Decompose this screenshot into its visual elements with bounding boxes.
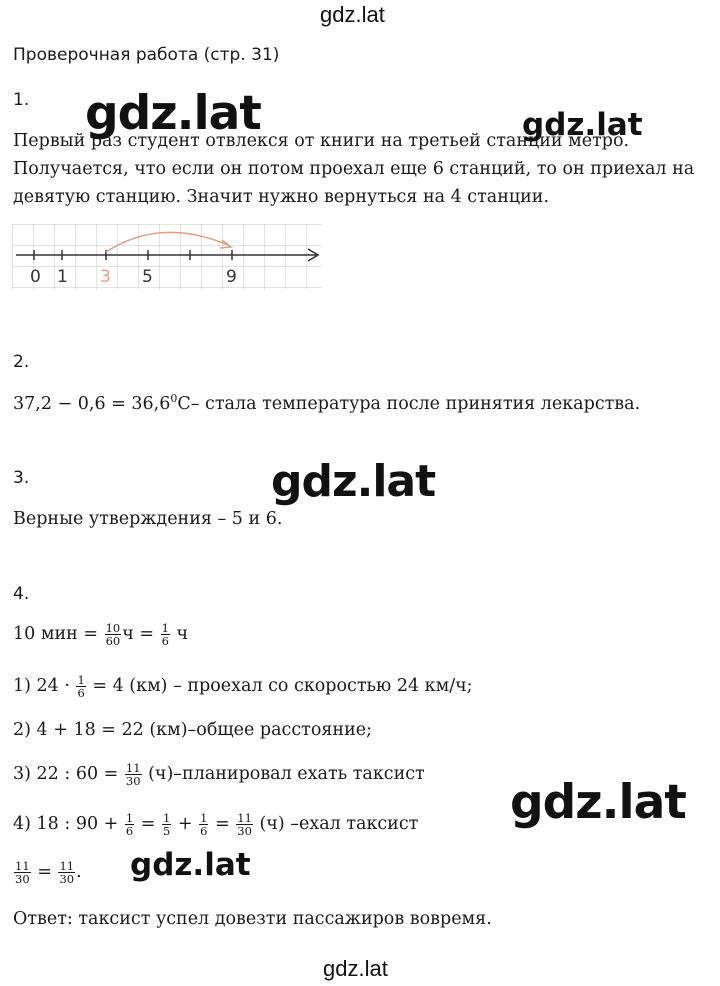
task4-line-5 bbox=[13, 858, 82, 886]
text-segment: 10 мин = bbox=[13, 624, 104, 644]
page-title: Проверочная работа (стр. 31) bbox=[13, 45, 280, 65]
text-segment: 3) 22 : 60 = bbox=[13, 764, 124, 784]
watermark: gdz.lat bbox=[522, 107, 643, 143]
watermark: gdz.lat bbox=[85, 86, 261, 141]
label-9: 9 bbox=[226, 267, 237, 287]
answer-text: Ответ: таксист успел довезти пассажиров вовремя. bbox=[13, 909, 492, 929]
fraction: $\frac{1}{6}$ bbox=[161, 621, 169, 648]
fraction: $\frac{1}{6}$ bbox=[77, 673, 85, 700]
site-footer[interactable]: gdz.lat bbox=[323, 956, 388, 981]
task3-number: 3. bbox=[13, 468, 30, 488]
degree-mark: 0 bbox=[170, 392, 178, 405]
text-segment: (ч)–планировал ехать таксист bbox=[142, 764, 425, 784]
task4-number: 4. bbox=[13, 584, 30, 604]
task1-line-1: Первый раз студент отвлекся от книги на третьей станции метро. bbox=[13, 131, 630, 151]
text-segment: + bbox=[172, 814, 199, 834]
fraction: $\frac{1}{6}$ bbox=[200, 811, 208, 838]
fraction: $\frac{1}{6}$ bbox=[125, 811, 134, 838]
text-segment: . bbox=[76, 862, 82, 882]
fraction: $\frac{11}{30}$ bbox=[59, 859, 75, 886]
fraction: $\frac{10}{60}$ bbox=[105, 621, 121, 648]
label-5: 5 bbox=[142, 267, 153, 287]
task4-line-0 bbox=[13, 620, 188, 648]
text-segment: (ч) –ехал таксист bbox=[253, 814, 419, 834]
fraction: $\frac{11}{30}$ bbox=[125, 761, 141, 788]
task1-line-3: девятую станцию. Значит нужно вернуться на 4 станции. bbox=[13, 187, 550, 207]
watermark: gdz.lat bbox=[510, 775, 686, 830]
watermark: gdz.lat bbox=[130, 847, 251, 883]
task1-line-2: Получается, что если он потом проехал еще 6 станций, то он приехал на bbox=[13, 159, 695, 179]
text-segment: 4) 18 : 90 + bbox=[13, 814, 124, 834]
task3-text: Верные утверждения – 5 и 6. bbox=[13, 509, 283, 529]
task2-text bbox=[13, 385, 640, 418]
watermark: gdz.lat bbox=[271, 456, 436, 507]
text-segment: = bbox=[31, 862, 58, 882]
fraction: $\frac{11}{30}$ bbox=[237, 811, 252, 838]
task4-line-2: 2) 4 + 18 = 22 (км)–общее расстояние; bbox=[13, 720, 372, 740]
task4-line-3 bbox=[13, 760, 425, 788]
label-3: 3 bbox=[100, 267, 111, 287]
text-segment: ч = bbox=[122, 624, 160, 644]
text-segment: = 4 (км) – проехал со скоростью 24 км/ч; bbox=[86, 676, 473, 696]
label-1: 1 bbox=[57, 267, 68, 287]
task4-line-4 bbox=[13, 810, 418, 838]
text-segment: 1) 24 · bbox=[13, 676, 76, 696]
text-segment: = bbox=[135, 814, 161, 834]
number-line-figure bbox=[12, 224, 332, 294]
site-header[interactable]: gdz.lat bbox=[320, 2, 385, 27]
text-segment: ч bbox=[170, 624, 189, 644]
text-segment: = bbox=[209, 814, 236, 834]
task1-number: 1. bbox=[13, 90, 30, 110]
task4-line-1 bbox=[13, 672, 473, 700]
label-0: 0 bbox=[30, 267, 41, 287]
task2-rest: C– стала температура после принятия лекарства. bbox=[177, 393, 641, 414]
fraction: $\frac{11}{30}$ bbox=[15, 859, 30, 886]
fraction: $\frac{1}{5}$ bbox=[163, 811, 171, 838]
task2-number: 2. bbox=[13, 352, 30, 372]
task2-expression: 37,2 − 0,6 = 36,6 bbox=[13, 393, 171, 414]
